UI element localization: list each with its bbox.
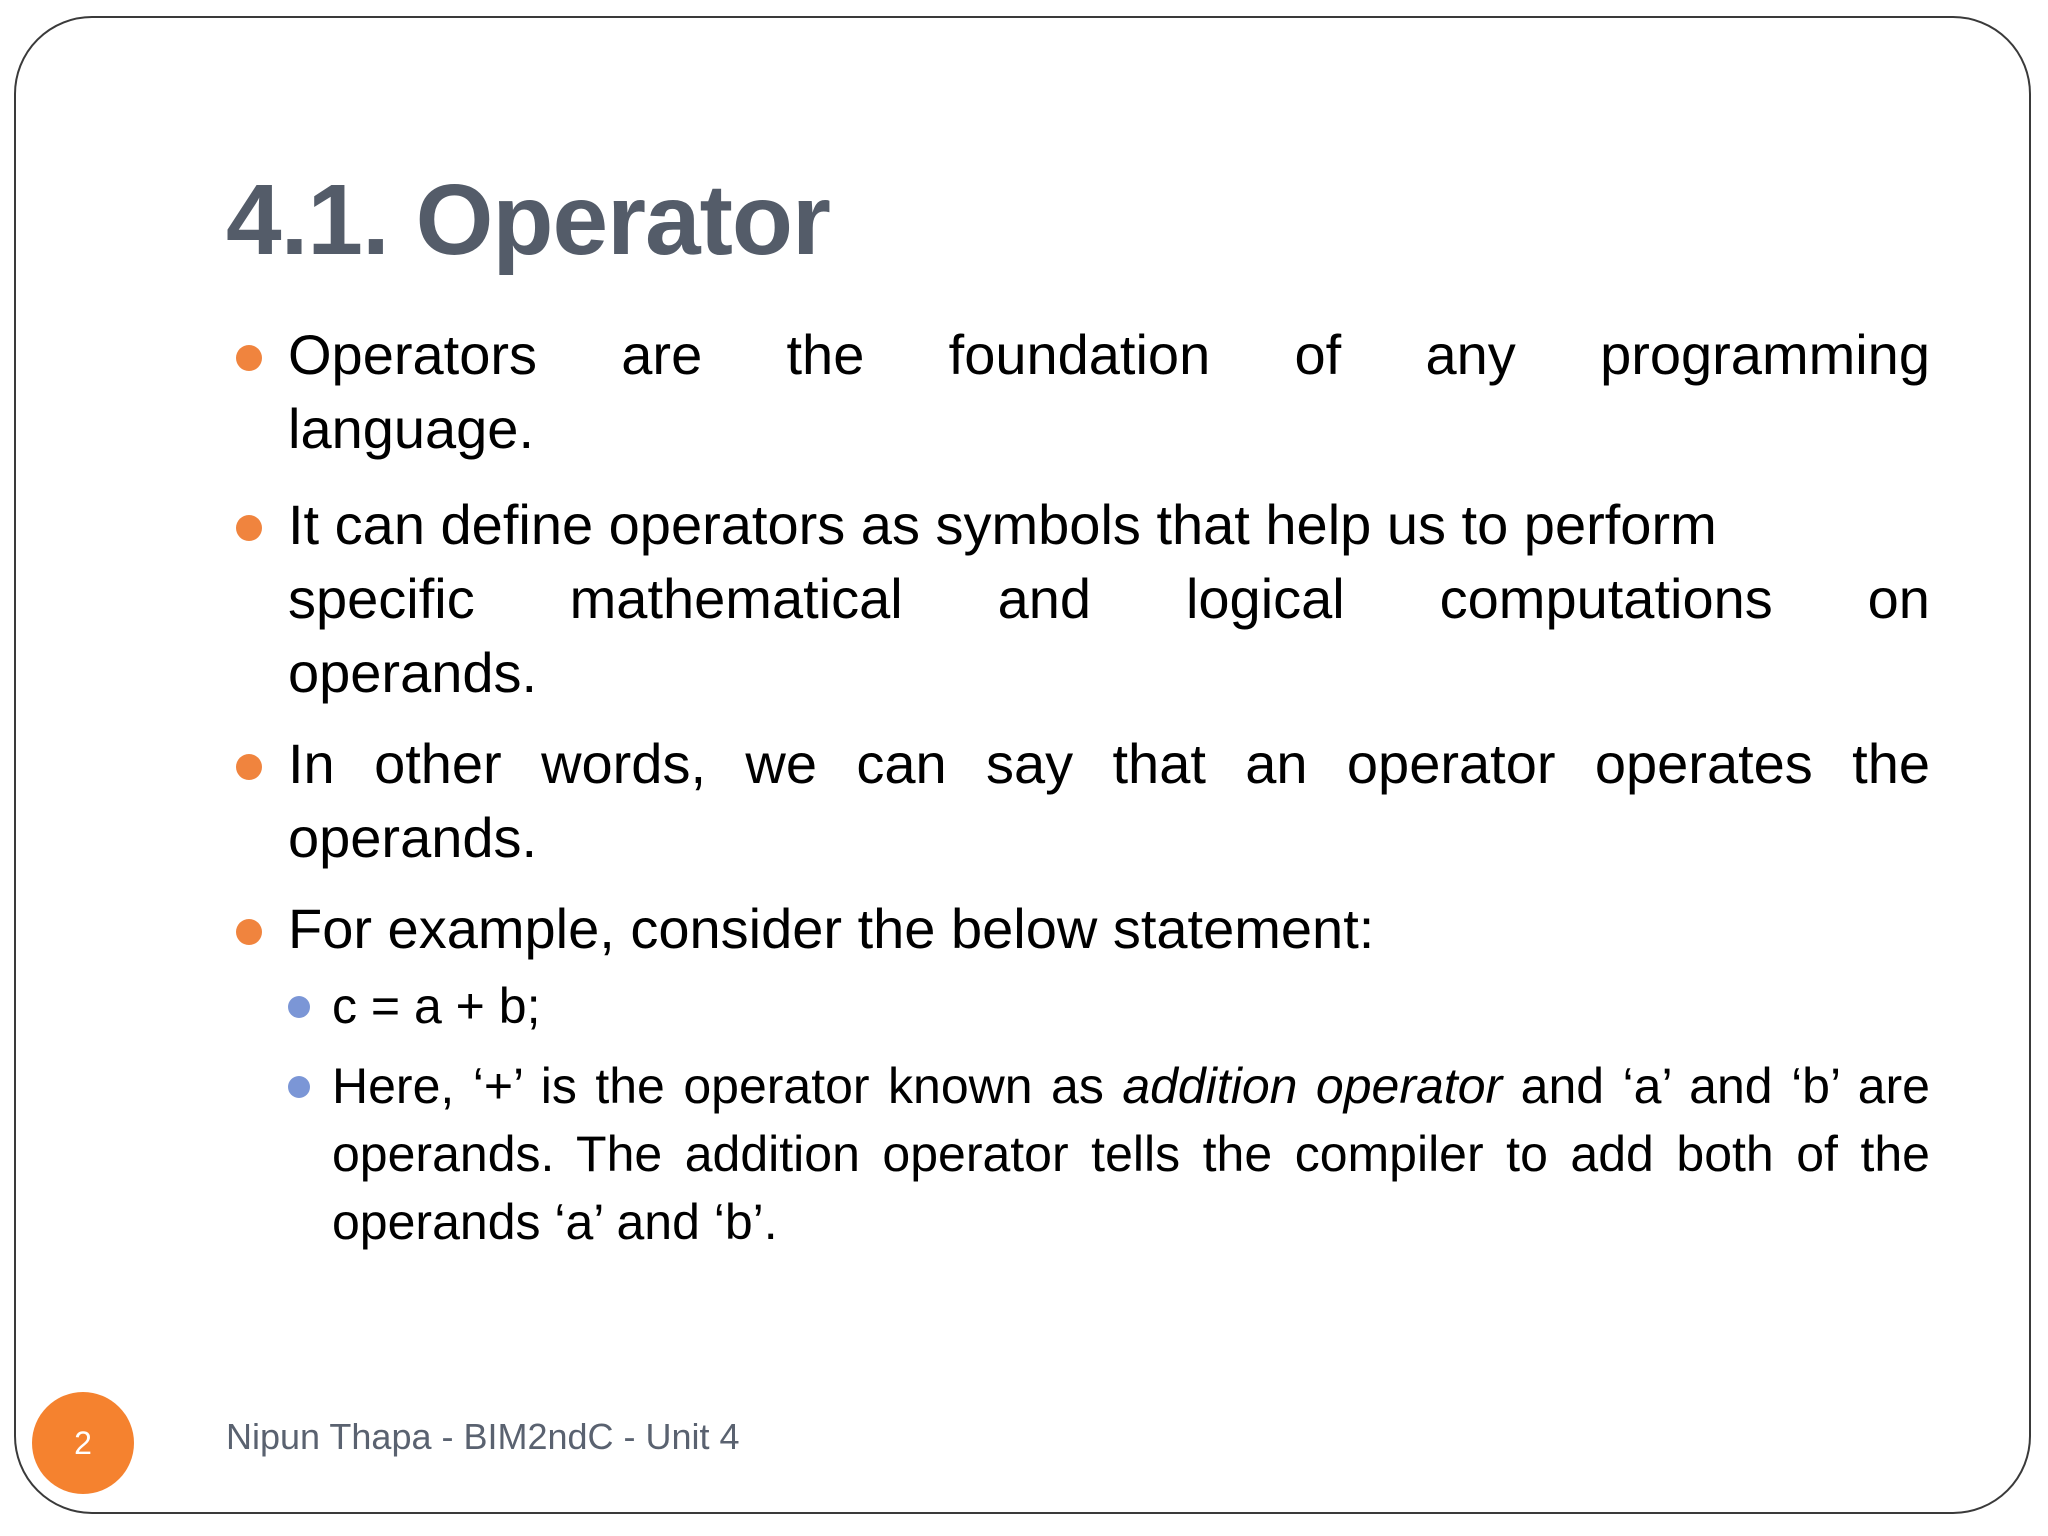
- bullet-1-word: are: [621, 323, 703, 386]
- orange-bullet-icon: [236, 754, 262, 780]
- slide-title: 4.1. Operator: [226, 164, 830, 276]
- bullet-2-word: and: [997, 567, 1092, 630]
- orange-bullet-icon: [236, 515, 262, 541]
- bullet-2-line-3: operands.: [288, 641, 538, 704]
- slide-content: [236, 318, 1930, 1256]
- bullet-1-word: programming: [1600, 323, 1930, 386]
- bullet-1-word: Operators: [288, 323, 537, 386]
- bullet-2-word: logical: [1185, 567, 1345, 630]
- bullet-2-word: mathematical: [569, 567, 903, 630]
- blue-sub-bullet-icon: [288, 1076, 310, 1098]
- bullet-1-word: foundation: [948, 323, 1211, 386]
- sub-bullet-2-emphasis: addition operator: [1122, 1058, 1503, 1114]
- bullet-item-3: [236, 727, 1930, 875]
- bullet-1-word: of: [1294, 323, 1342, 386]
- bullet-4-text: For example, consider the below statement:: [288, 897, 1375, 960]
- bullet-1-line-2: language.: [288, 397, 535, 460]
- sub-bullet-item-2: [288, 1052, 1930, 1256]
- bullet-2-line-1: It can define operators as symbols that help us to perform: [288, 493, 1717, 556]
- orange-bullet-icon: [236, 345, 262, 371]
- footer-text: Nipun Thapa - BIM2ndC - Unit 4: [226, 1416, 740, 1457]
- bullet-1-word: the: [786, 323, 865, 386]
- orange-bullet-icon: [236, 919, 262, 945]
- bullet-2-word: on: [1867, 567, 1930, 630]
- bullet-3-text: In other words, we can say that an operator operates the operands.: [288, 732, 1930, 869]
- bullet-2-word: specific: [288, 567, 475, 630]
- bullet-item-2: [236, 488, 1930, 710]
- sub-bullet-2-text-end: and ‘a’ and ‘b’ are operands. The addition operator tells the compiler to add both of the operands ‘a’ and ‘b’.: [332, 1058, 1930, 1250]
- sub-bullet-2-text-start: Here, ‘+’ is the operator known as: [332, 1058, 1123, 1114]
- bullet-2-word: computations: [1439, 567, 1773, 630]
- bullet-1-line-1: [288, 318, 1930, 392]
- bullet-1-word: any: [1425, 323, 1516, 386]
- sub-bullet-item-1: [288, 972, 1930, 1040]
- bullet-item-1: [236, 318, 1930, 488]
- blue-sub-bullet-icon: [288, 996, 310, 1018]
- sub-bullet-1-text: c = a + b;: [332, 978, 541, 1034]
- page-number-badge: 2: [32, 1392, 134, 1494]
- bullet-2-line-2: [288, 562, 1930, 636]
- bullet-item-4: [236, 892, 1930, 966]
